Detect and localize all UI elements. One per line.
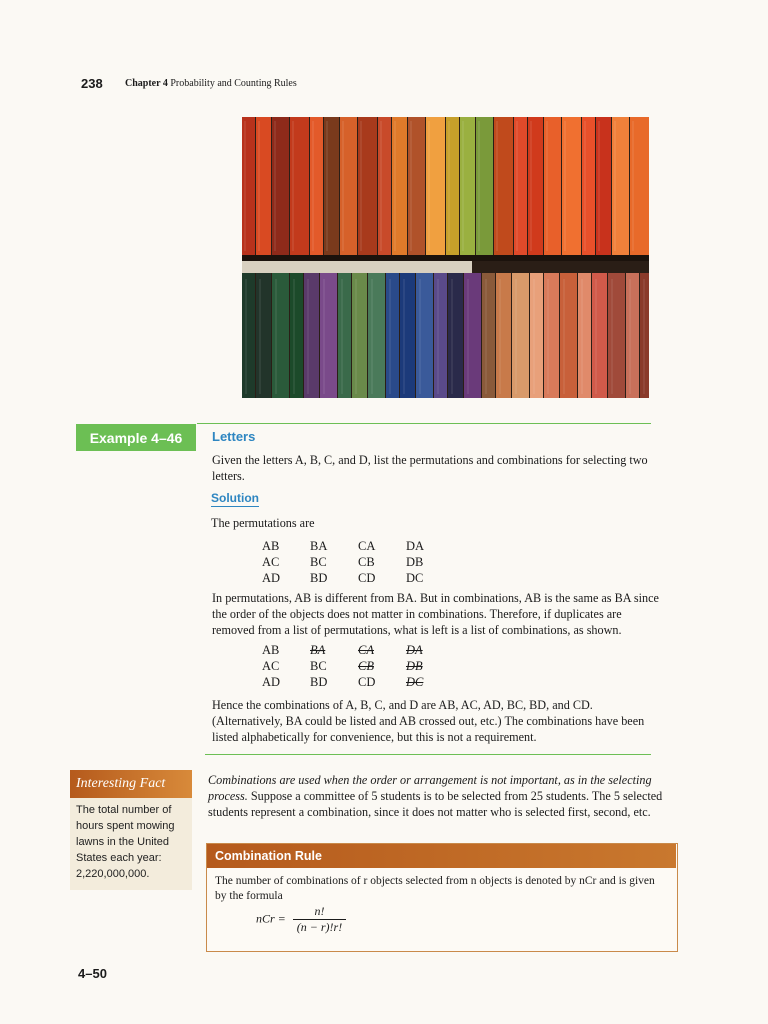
combination-cd: CD: [358, 675, 376, 689]
combination-formula: [256, 904, 346, 935]
permutation-ca: CA: [358, 539, 376, 553]
formula-lhs: nCr =: [256, 911, 286, 926]
combinations-paragraph: [208, 772, 678, 820]
example-question: Given the letters A, B, C, and D, list the permutations and combinations for selecting two letters.: [212, 453, 648, 483]
interesting-fact-text: The total number of hours spent mowing lawns in the United States each year: 2,220,000,000.: [76, 804, 175, 880]
combination-bd: BD: [310, 675, 328, 689]
permutation-db: DB: [406, 555, 424, 569]
fabric-bolts-image: [242, 117, 649, 398]
permutation-bc: BC: [310, 555, 327, 569]
fabric-bolts-photo: [242, 117, 649, 398]
committee-example: Suppose a committee of 5 students is to be selected from 25 students. The 5 selected students represent a combination, since it does not matter who is selected first, second, etc.: [208, 789, 663, 819]
permutation-da: DA: [406, 539, 425, 553]
combination-rule-title: Combination Rule: [207, 844, 676, 868]
example-top-rule: [197, 423, 651, 424]
permutation-ba: BA: [310, 539, 328, 553]
combination-dc: DC: [406, 675, 424, 689]
formula-fraction: [293, 904, 346, 935]
page-number: 238: [81, 76, 103, 91]
permutations-intro: The permutations are: [211, 516, 315, 530]
permutations-explanation: In permutations, AB is different from BA. But in combinations, AB is the same as BA since the order of the objects does not matter in combinations. Therefore, if duplicates are removed from a list of permutations, what is left is a list of combinations, as shown.: [212, 591, 659, 637]
interesting-fact-title: Interesting Fact: [70, 770, 192, 798]
chapter-header: [125, 78, 297, 89]
combination-ab: AB: [262, 643, 280, 657]
example-bottom-rule: [205, 754, 651, 755]
formula-numerator: n!: [293, 904, 346, 920]
combination-ad: AD: [262, 675, 281, 689]
permutation-bd: BD: [310, 571, 328, 585]
combinations-grid: [262, 642, 462, 692]
example-label: Example 4–46: [76, 424, 196, 451]
permutation-ad: AD: [262, 571, 281, 585]
chapter-label: Chapter 4: [125, 78, 168, 89]
permutation-ab: AB: [262, 539, 280, 553]
combination-db: DB: [406, 659, 423, 673]
combination-ca: CA: [358, 643, 374, 657]
example-title: Letters: [212, 429, 256, 444]
solution-heading: Solution: [211, 491, 259, 505]
combinations-conclusion: Hence the combinations of A, B, C, and D are AB, AC, AD, BC, BD, and CD. (Alternatively, BA could be listed and AB crossed out, etc.) The combinations have been listed alphabetically for convenience, but this is not a requirement.: [212, 698, 645, 744]
combination-ba: BA: [310, 643, 326, 657]
formula-denominator: (n − r)!r!: [296, 920, 343, 934]
combination-rule-text: The number of combinations of r objects selected from n objects is denoted by nCr and is given by the formula: [215, 875, 655, 902]
combination-cb: CB: [358, 659, 374, 673]
combination-ac: AC: [262, 659, 280, 673]
permutation-cd: CD: [358, 571, 376, 585]
combination-da: DA: [406, 643, 423, 657]
permutation-cb: CB: [358, 555, 375, 569]
chapter-title: Probability and Counting Rules: [170, 78, 297, 89]
combination-bc: BC: [310, 659, 327, 673]
page-code: 4–50: [78, 966, 107, 981]
permutations-grid: [262, 538, 462, 588]
permutation-dc: DC: [406, 571, 424, 585]
permutation-ac: AC: [262, 555, 280, 569]
combinations-definition: Combinations are used when the order or arrangement is not important, as in the selecting process.: [208, 773, 652, 803]
